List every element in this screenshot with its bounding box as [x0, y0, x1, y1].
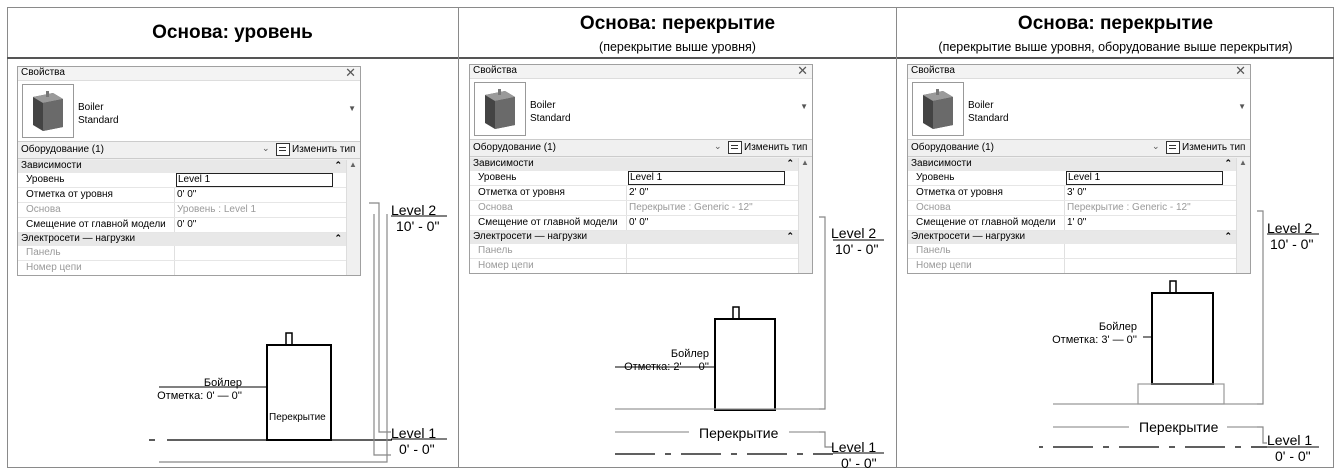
family-name: Boiler — [78, 102, 104, 113]
column-floor-host — [459, 7, 896, 471]
prop-value[interactable]: 2' 0" — [629, 187, 649, 198]
level-2-name: Level 2 — [1267, 220, 1313, 236]
elevation-drawing — [897, 7, 1334, 468]
dropdown-arrow-icon[interactable]: ▼ — [800, 102, 808, 111]
close-icon[interactable]: ✕ — [797, 64, 808, 78]
level-2-name: Level 2 — [831, 225, 877, 241]
prop-label: Отметка от уровня — [478, 187, 565, 198]
category-filter[interactable]: Оборудование (1) — [911, 142, 995, 153]
edit-type-button[interactable]: Изменить тип — [292, 144, 356, 155]
boiler-annotation — [127, 377, 242, 403]
boiler-shape — [715, 319, 775, 410]
close-icon[interactable]: ✕ — [345, 66, 356, 80]
prop-label: Отметка от уровня — [26, 189, 113, 200]
prop-label: Номер цепи — [478, 260, 534, 271]
collapse-icon[interactable]: ⌃ — [786, 158, 794, 168]
slab-label: Перекрытие — [1135, 419, 1222, 435]
equipment-base — [1138, 384, 1224, 404]
boiler-shape — [267, 345, 331, 440]
prop-label: Основа — [26, 204, 61, 215]
level-2-name: Level 2 — [391, 202, 437, 218]
prop-label: Панель — [26, 247, 61, 258]
prop-value[interactable]: 1' 0" — [1067, 217, 1087, 228]
collapse-icon[interactable]: ⌃ — [1224, 231, 1232, 241]
close-icon[interactable]: ✕ — [1235, 64, 1246, 78]
prop-label: Основа — [478, 202, 513, 213]
group-label: Электросети — нагрузки — [21, 233, 136, 244]
boiler-elevation: Отметка: 0' — 0'' — [157, 390, 242, 402]
level-1-elevation: 0' - 0" — [1275, 448, 1311, 464]
boiler-label: Бойлер — [203, 377, 242, 389]
slab-label: Перекрытие — [695, 425, 782, 441]
group-label: Электросети — нагрузки — [473, 231, 588, 242]
boiler-label: Бойлер — [1098, 321, 1137, 333]
prop-value: Уровень : Level 1 — [177, 204, 257, 215]
prop-label: Смещение от главной модели — [26, 219, 166, 230]
dropdown-arrow-icon[interactable]: ▼ — [348, 104, 356, 113]
prop-label: Смещение от главной модели — [916, 217, 1056, 228]
scroll-up-icon[interactable]: ▲ — [1239, 158, 1247, 167]
boiler-annotation — [1017, 321, 1137, 347]
category-filter[interactable]: Оборудование (1) — [473, 142, 557, 153]
group-label: Зависимости — [473, 158, 534, 169]
scroll-up-icon[interactable]: ▲ — [349, 160, 357, 169]
prop-label: Панель — [916, 245, 951, 256]
panel-title: Свойства — [21, 67, 65, 78]
level-2-elevation: 10' - 0" — [1270, 236, 1314, 252]
edit-type-button[interactable]: Изменить тип — [1182, 142, 1246, 153]
family-name: Boiler — [530, 100, 556, 111]
prop-label: Уровень — [26, 174, 65, 185]
group-label: Зависимости — [911, 158, 972, 169]
level-2-elevation: 10' - 0" — [835, 241, 879, 257]
prop-label: Основа — [916, 202, 951, 213]
group-label: Электросети — нагрузки — [911, 231, 1026, 242]
prop-value: Level 1 — [630, 172, 663, 183]
category-filter[interactable]: Оборудование (1) — [21, 144, 105, 155]
prop-label: Уровень — [478, 172, 517, 183]
level-1-name: Level 1 — [391, 425, 437, 441]
column-heading: Основа: перекрытие — [579, 13, 776, 34]
edit-type-button[interactable]: Изменить тип — [744, 142, 808, 153]
slab-label: Перекрытие — [269, 412, 326, 423]
level-2-elevation: 10' - 0" — [396, 218, 440, 234]
column-heading: Основа: уровень — [152, 22, 313, 43]
prop-label: Смещение от главной модели — [478, 217, 618, 228]
boiler-label: Бойлер — [670, 348, 709, 360]
prop-value: Level 1 — [178, 174, 211, 185]
prop-value[interactable]: 0' 0" — [177, 189, 197, 200]
chevron-down-icon[interactable]: ⌄ — [262, 143, 270, 153]
column-heading: Основа: перекрытие — [1017, 13, 1214, 34]
boiler-shape — [1152, 293, 1213, 384]
group-label: Зависимости — [21, 160, 82, 171]
prop-value[interactable]: 3' 0" — [1067, 187, 1087, 198]
prop-value: Перекрытие : Generic - 12" — [1067, 202, 1191, 213]
column-subheading: (перекрытие выше уровня, оборудование выше перекрытия) — [938, 40, 1293, 54]
level-1-name: Level 1 — [1267, 432, 1313, 448]
chevron-down-icon[interactable]: ⌄ — [714, 141, 722, 151]
level-1-elevation: 0' - 0" — [841, 455, 877, 471]
boiler-annotation — [589, 348, 709, 374]
prop-value[interactable]: 0' 0" — [629, 217, 649, 228]
collapse-icon[interactable]: ⌃ — [786, 231, 794, 241]
collapse-icon[interactable]: ⌃ — [334, 233, 342, 243]
collapse-icon[interactable]: ⌃ — [1224, 158, 1232, 168]
prop-value: Перекрытие : Generic - 12" — [629, 202, 753, 213]
panel-title: Свойства — [911, 65, 955, 76]
scroll-up-icon[interactable]: ▲ — [801, 158, 809, 167]
column-subheading: (перекрытие выше уровня) — [599, 40, 756, 54]
column-floor-host-offset — [897, 7, 1334, 468]
family-name: Boiler — [968, 100, 994, 111]
type-name-value: Standard — [530, 113, 571, 124]
prop-value: Level 1 — [1068, 172, 1101, 183]
chevron-down-icon[interactable]: ⌄ — [1152, 141, 1160, 151]
prop-value[interactable]: 0' 0" — [177, 219, 197, 230]
prop-label: Панель — [478, 245, 513, 256]
panel-title: Свойства — [473, 65, 517, 76]
prop-label: Номер цепи — [916, 260, 972, 271]
dropdown-arrow-icon[interactable]: ▼ — [1238, 102, 1246, 111]
column-level-host — [7, 7, 458, 468]
prop-label: Номер цепи — [26, 262, 82, 273]
boiler-elevation: Отметка: 3' — 0'' — [1052, 334, 1137, 346]
boiler-elevation: Отметка: 2' — 0'' — [624, 361, 709, 373]
type-name-value: Standard — [78, 115, 119, 126]
level-1-name: Level 1 — [831, 439, 877, 455]
type-name-value: Standard — [968, 113, 1009, 124]
prop-label: Уровень — [916, 172, 955, 183]
collapse-icon[interactable]: ⌃ — [334, 160, 342, 170]
prop-label: Отметка от уровня — [916, 187, 1003, 198]
level-1-elevation: 0' - 0" — [399, 441, 435, 457]
